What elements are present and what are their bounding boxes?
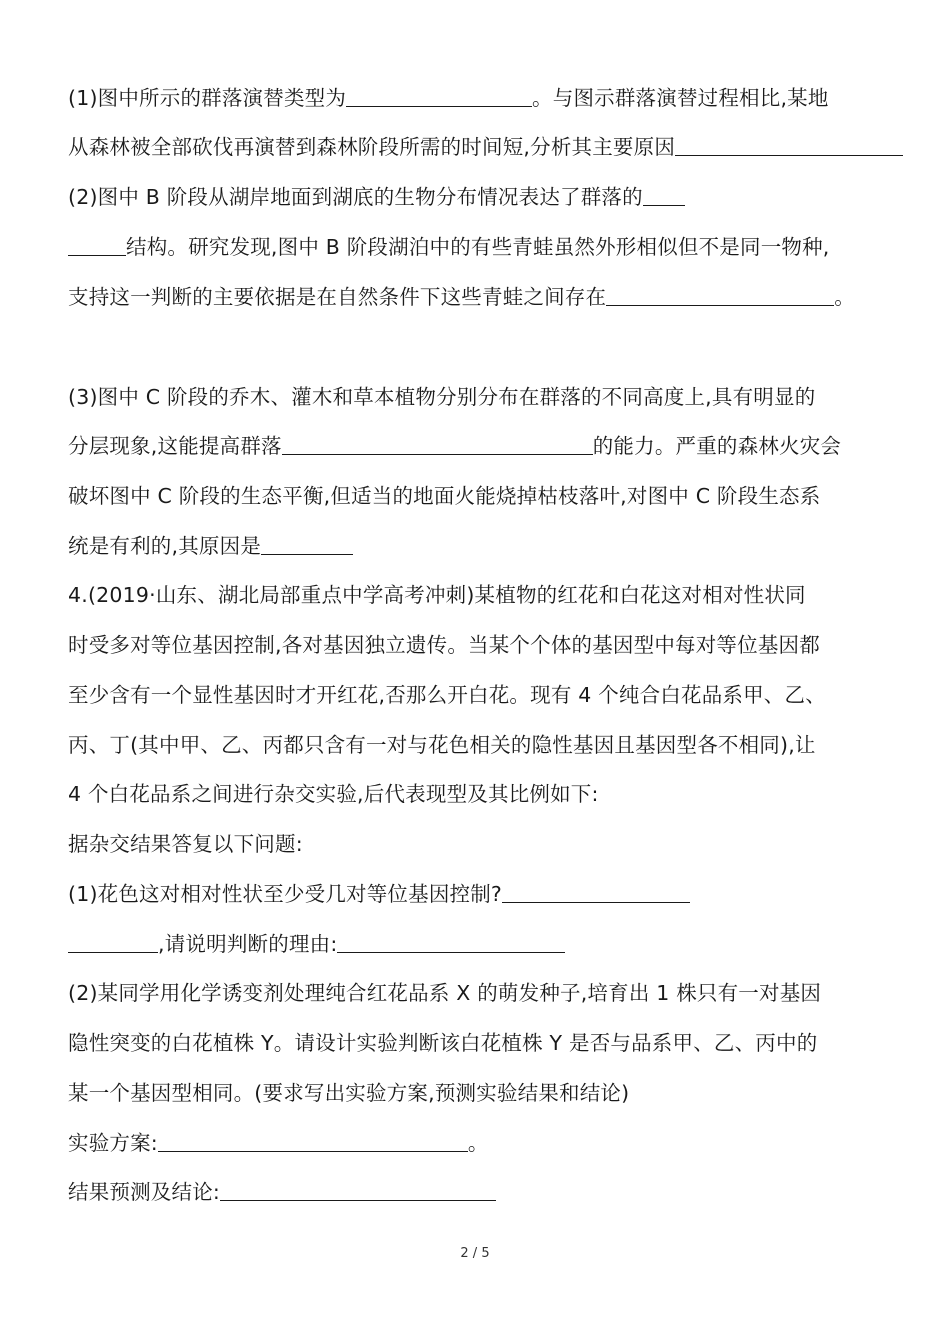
q4-line3: [68, 680, 826, 710]
answer-blank[interactable]: [606, 283, 834, 306]
q3-part3-line1: [68, 382, 815, 412]
answer-blank[interactable]: [346, 84, 532, 107]
q3-part3-text-e: 统是有利的,其原因是: [68, 534, 262, 558]
q4-line4: [68, 730, 816, 760]
answer-blank[interactable]: [675, 133, 903, 156]
q3-part1-text-b: 。与图示群落演替过程相比,某地: [532, 86, 829, 110]
q4-text-6: 据杂交结果答复以下问题:: [68, 832, 303, 856]
q3-part1-text-a: (1)图中所示的群落演替类型为: [68, 86, 347, 110]
q3-part3-text-d: 破坏图中 C 阶段的生态平衡,但适当的地面火能烧掉枯枝落叶,对图中 C 阶段生态系: [68, 484, 821, 508]
q4-sub1-line1: [68, 879, 690, 909]
answer-blank[interactable]: [502, 880, 690, 903]
answer-blank[interactable]: [220, 1178, 496, 1201]
q3-part1-text-c: 从森林被全部砍伐再演替到森林阶段所需的时间短,分析其主要原因: [68, 135, 676, 159]
answer-blank[interactable]: [643, 183, 685, 206]
q3-part1-line1: [68, 83, 829, 113]
q4-sub2-line1: [68, 978, 821, 1008]
q4-line1: [68, 580, 806, 610]
page-number: 2 / 5: [460, 1246, 490, 1261]
q4-sub2-text-c: 某一个基因型相同。(要求写出实验方案,预测实验结果和结论): [68, 1081, 630, 1105]
q3-part1-line2: [68, 132, 903, 162]
answer-blank[interactable]: [337, 930, 565, 953]
result-label: 结果预测及结论:: [68, 1180, 221, 1204]
q4-sub1-line2: [68, 929, 565, 959]
q4-text-2: 时受多对等位基因控制,各对基因独立遗传。当某个个体的基因型中每对等位基因都: [68, 633, 820, 657]
q4-sub1-text-b: ,请说明判断的理由:: [158, 932, 338, 956]
q4-text-4: 丙、丁(其中甲、乙、丙都只含有一对与花色相关的隐性基因且基因型各不相同),让: [68, 733, 816, 757]
q3-part2-line3: [68, 282, 855, 312]
plan-end: 。: [467, 1131, 489, 1155]
q4-sub2-result-line: [68, 1177, 496, 1207]
q3-part2-line2: [68, 232, 830, 262]
q3-part2-text-d: 。: [834, 285, 855, 309]
q4-sub2-text-a: (2)某同学用化学诱变剂处理纯合红花品系 X 的萌发种子,培育出 1 株只有一对基因: [68, 981, 822, 1005]
q3-part3-text-c: 的能力。严重的森林火灾会: [592, 434, 842, 458]
q3-part3-text-a: (3)图中 C 阶段的乔木、灌木和草本植物分别分布在群落的不同高度上,具有明显的: [68, 385, 816, 409]
q4-sub2-line2: [68, 1028, 817, 1058]
q3-part3-text-b: 分层现象,这能提高群落: [68, 434, 282, 458]
q4-sub2-line3: [68, 1078, 629, 1108]
q3-part3-line2: [68, 431, 841, 461]
q4-text-5: 4 个白花品系之间进行杂交实验,后代表现型及其比例如下:: [68, 782, 599, 806]
q4-line5: [68, 779, 599, 809]
q4-sub2-text-b: 隐性突变的白花植株 Y。请设计实验判断该白花植株 Y 是否与品系甲、乙、丙中的: [68, 1031, 818, 1055]
q3-part2-text-b: 结构。研究发现,图中 B 阶段湖泊中的有些青蛙虽然外形相似但不是同一物种,: [126, 235, 830, 259]
q3-part2-text-a: (2)图中 B 阶段从湖岸地面到湖底的生物分布情况表达了群落的: [68, 185, 643, 209]
answer-blank[interactable]: [158, 1129, 468, 1152]
plan-label: 实验方案:: [68, 1131, 158, 1155]
answer-blank[interactable]: [68, 233, 126, 256]
answer-blank[interactable]: [261, 532, 353, 555]
answer-blank[interactable]: [68, 930, 158, 953]
q4-line2: [68, 630, 820, 660]
q4-text-1: 4.(2019·山东、湖北局部重点中学高考冲刺)某植物的红花和白花这对相对性状同: [68, 583, 806, 607]
q3-part2-text-c: 支持这一判断的主要依据是在自然条件下这些青蛙之间存在: [68, 285, 607, 309]
q4-line6: [68, 829, 303, 859]
q4-sub1-text-a: (1)花色这对相对性状至少受几对等位基因控制?: [68, 882, 503, 906]
q4-sub2-plan-line: [68, 1128, 489, 1158]
q3-part3-line4: [68, 531, 353, 561]
q4-text-3: 至少含有一个显性基因时才开红花,否那么开白花。现有 4 个纯合白花品系甲、乙、: [68, 683, 826, 707]
answer-blank[interactable]: [282, 432, 593, 455]
q3-part3-line3: [68, 481, 820, 511]
q3-part2-line1: [68, 182, 685, 212]
